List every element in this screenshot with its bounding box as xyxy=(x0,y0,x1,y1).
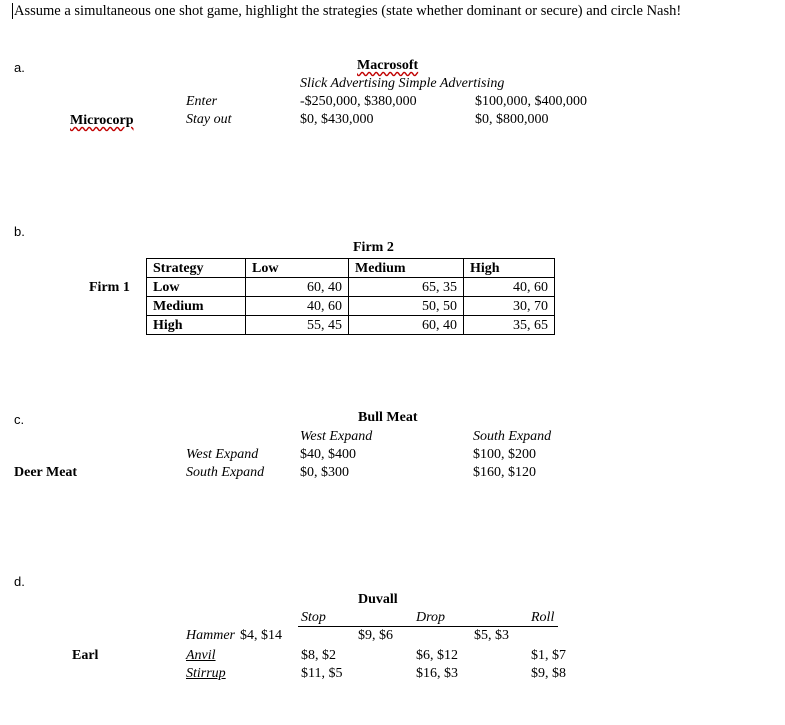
payoff-hammer-stop: $4, $14 xyxy=(240,628,282,643)
payoff-stirrup-roll: $9, $8 xyxy=(531,666,566,681)
payoff-table-b xyxy=(146,258,555,335)
problem-a-marker: a. xyxy=(14,60,25,75)
strategy-enter: Enter xyxy=(186,94,218,109)
header-cell: Medium xyxy=(349,259,464,278)
payoff-west-west: $40, $400 xyxy=(300,447,356,462)
payoff-stayout-slick: $0, $430,000 xyxy=(300,112,374,127)
strategy-stay-out: Stay out xyxy=(186,112,232,127)
payoff-cell: 30, 70 xyxy=(464,297,555,316)
payoff-hammer-roll: $5, $3 xyxy=(474,628,509,643)
payoff-west-south: $100, $200 xyxy=(473,447,536,462)
payoff-cell: 60, 40 xyxy=(349,316,464,335)
payoff-cell: 65, 35 xyxy=(349,278,464,297)
payoff-anvil-roll: $1, $7 xyxy=(531,648,566,663)
payoff-stirrup-stop: $11, $5 xyxy=(301,666,343,681)
col-strategy-drop: Drop xyxy=(416,610,446,625)
row-strategy-west: West Expand xyxy=(186,447,259,462)
problem-b-marker: b. xyxy=(14,224,25,239)
col-strategy-stop: Stop xyxy=(301,610,326,625)
instructions-header: Assume a simultaneous one shot game, highlight the strategies (state whether dominant or secure) and circle Nash! xyxy=(14,3,682,19)
payoff-cell: 40, 60 xyxy=(246,297,349,316)
text-cursor xyxy=(12,3,13,19)
problem-c-marker: c. xyxy=(14,412,25,427)
payoff-cell: 40, 60 xyxy=(464,278,555,297)
row-label: Medium xyxy=(147,297,246,316)
payoff-cell: 55, 45 xyxy=(246,316,349,335)
header-cell: High xyxy=(464,259,555,278)
payoff-stayout-simple: $0, $800,000 xyxy=(475,112,549,127)
payoff-anvil-stop: $8, $2 xyxy=(301,648,336,663)
column-header-rule xyxy=(298,626,558,627)
col-strategy-south: South Expand xyxy=(473,429,552,444)
table-row xyxy=(147,297,555,316)
problem-d-marker: d. xyxy=(14,574,25,589)
macrosoft-strategies: Slick Advertising Simple Advertising xyxy=(300,76,505,91)
row-label: Low xyxy=(147,278,246,297)
col-strategy-roll: Roll xyxy=(531,610,555,625)
macrosoft-title: Macrosoft xyxy=(357,58,419,73)
header-cell: Low xyxy=(246,259,349,278)
row-strategy-hammer: Hammer xyxy=(186,628,235,643)
payoff-stirrup-drop: $16, $3 xyxy=(416,666,458,681)
payoff-cell: 50, 50 xyxy=(349,297,464,316)
table-row xyxy=(147,259,555,278)
payoff-enter-slick: -$250,000, $380,000 xyxy=(300,94,417,109)
payoff-south-west: $0, $300 xyxy=(300,465,349,480)
duvall-title: Duvall xyxy=(358,592,398,607)
row-strategy-anvil: Anvil xyxy=(186,648,216,663)
table-row xyxy=(147,316,555,335)
row-strategy-stirrup: Stirrup xyxy=(186,666,226,681)
header-cell: Strategy xyxy=(147,259,246,278)
payoff-cell: 60, 40 xyxy=(246,278,349,297)
payoff-anvil-drop: $6, $12 xyxy=(416,648,458,663)
row-label: High xyxy=(147,316,246,335)
table-row xyxy=(147,278,555,297)
row-strategy-south: South Expand xyxy=(186,465,265,480)
payoff-enter-simple: $100,000, $400,000 xyxy=(475,94,587,109)
payoff-hammer-drop: $9, $6 xyxy=(358,628,393,643)
payoff-cell: 35, 65 xyxy=(464,316,555,335)
deer-meat-label: Deer Meat xyxy=(14,465,78,480)
col-strategy-west: West Expand xyxy=(300,429,373,444)
firm2-title: Firm 2 xyxy=(353,240,394,255)
microcorp-label: Microcorp xyxy=(70,113,134,128)
firm1-label: Firm 1 xyxy=(89,280,130,295)
earl-label: Earl xyxy=(72,648,99,663)
payoff-south-south: $160, $120 xyxy=(473,465,536,480)
bull-meat-title: Bull Meat xyxy=(358,410,418,425)
